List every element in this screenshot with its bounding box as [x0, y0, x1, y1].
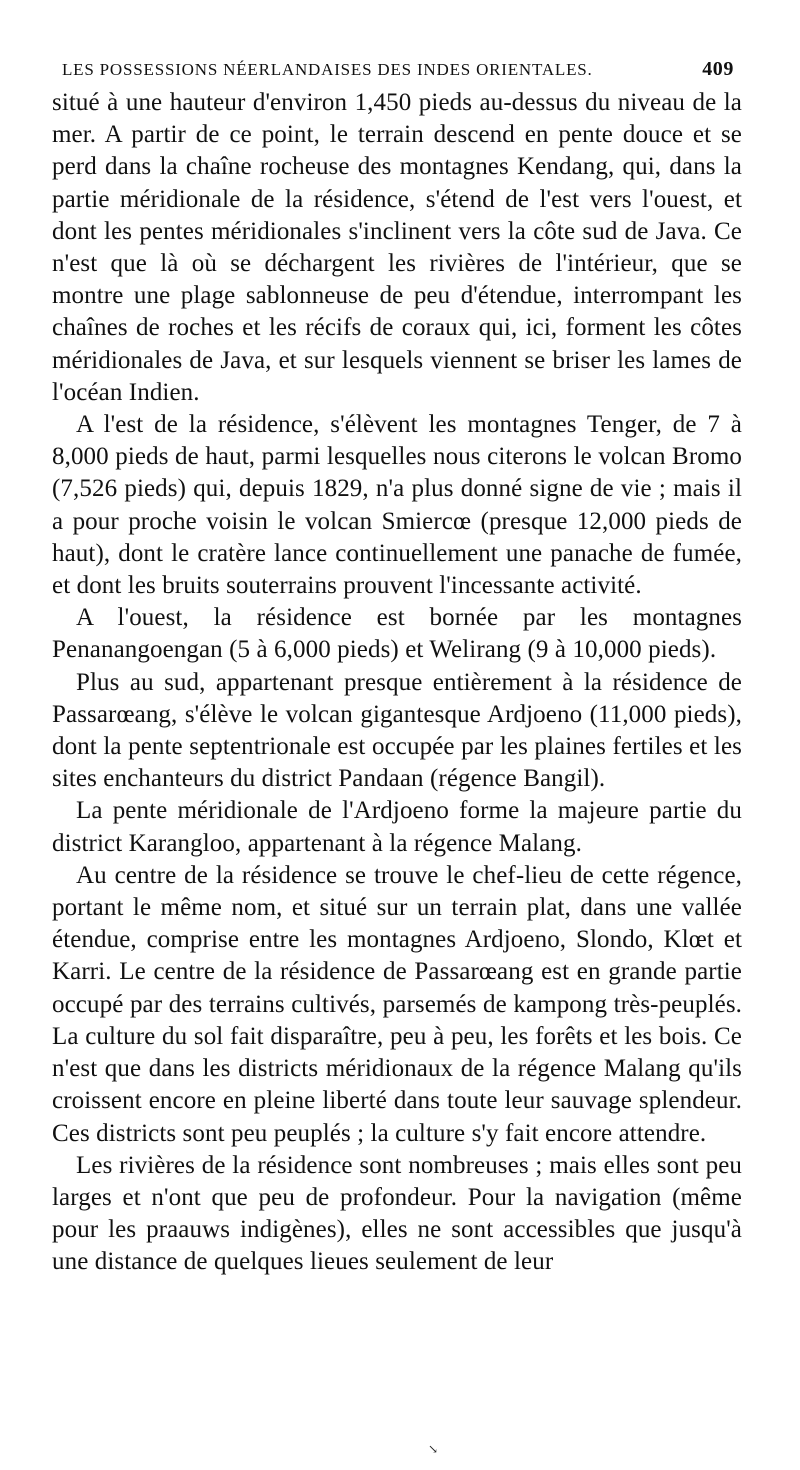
page-number: 409 [702, 58, 734, 80]
paragraph: Les rivières de la résidence sont nombreuses ; mais elles sont peu larges et n'ont que peu de profondeur. Pour la navigation (même pour les praauws indigènes), elles ne sont accessibles que jusqu'à une distance de quelques lieues seulement de leur [52, 1151, 742, 1276]
body-text [52, 87, 742, 1279]
print-mark: ↘ [428, 1442, 439, 1456]
paragraph: Au centre de la résidence se trouve le chef-lieu de cette régence, portant le même nom, et situé sur un terrain plat, dans une vallée étendue, comprise entre les montagnes Ardjoeno, Slondo, Klœt et Karri. Le centre de la résidence de Passarœang est en grande partie occupé par des terrains cultivés, parsemés de kampong très-peuplés. La culture du sol fait disparaître, peu à peu, les forêts et les bois. Ce n'est que dans les districts méridionaux de la régence Malang qu'ils croissent encore en pleine liberté dans toute leur sauvage splendeur. Ces districts sont peu peuplés ; la culture s'y fait encore attendre. [52, 861, 742, 1147]
book-page [52, 56, 742, 1279]
running-header [52, 56, 742, 83]
running-title: LES POSSESSIONS NÉERLANDAISES DES INDES ORIENTALES. [62, 60, 593, 79]
paragraph: Plus au sud, appartenant presque entièrement à la résidence de Passarœang, s'élève le volcan gigantesque Ardjoeno (11,000 pieds), dont la pente septentrionale est occupée par les plaines fertiles et les sites enchanteurs du district Pandaan (régence Bangil). [52, 668, 742, 793]
paragraph: situé à une hauteur d'environ 1,450 pieds au-dessus du niveau de la mer. A partir de ce point, le terrain descend en pente douce et se perd dans la chaîne rocheuse des montagnes Kendang, qui, dans la partie méridionale de la résidence, s'étend de l'est vers l'ouest, et dont les pentes méridionales s'inclinent vers la côte sud de Java. Ce n'est que là où se déchargent les rivières de l'intérieur, que se montre une plage sablonneuse de peu d'étendue, interrompant les chaînes de roches et les récifs de coraux qui, ici, forment les côtes méridionales de Java, et sur lesquels viennent se briser les lames de l'océan Indien. [52, 89, 742, 406]
paragraph: La pente méridionale de l'Ardjoeno forme la majeure partie du district Karangloo, appartenant à la régence Malang. [52, 797, 742, 857]
paragraph: A l'ouest, la résidence est bornée par les montagnes Penanangoengan (5 à 6,000 pieds) et Welirang (9 à 10,000 pieds). [52, 604, 742, 664]
paragraph: A l'est de la résidence, s'élèvent les montagnes Tenger, de 7 à 8,000 pieds de haut, parmi lesquelles nous citerons le volcan Bromo (7,526 pieds) qui, depuis 1829, n'a plus donné signe de vie ; mais il a pour proche voisin le volcan Smiercœ (presque 12,000 pieds de haut), dont le cratère lance continuellement une panache de fumée, et dont les bruits souterrains prouvent l'incessante activité. [52, 411, 742, 600]
